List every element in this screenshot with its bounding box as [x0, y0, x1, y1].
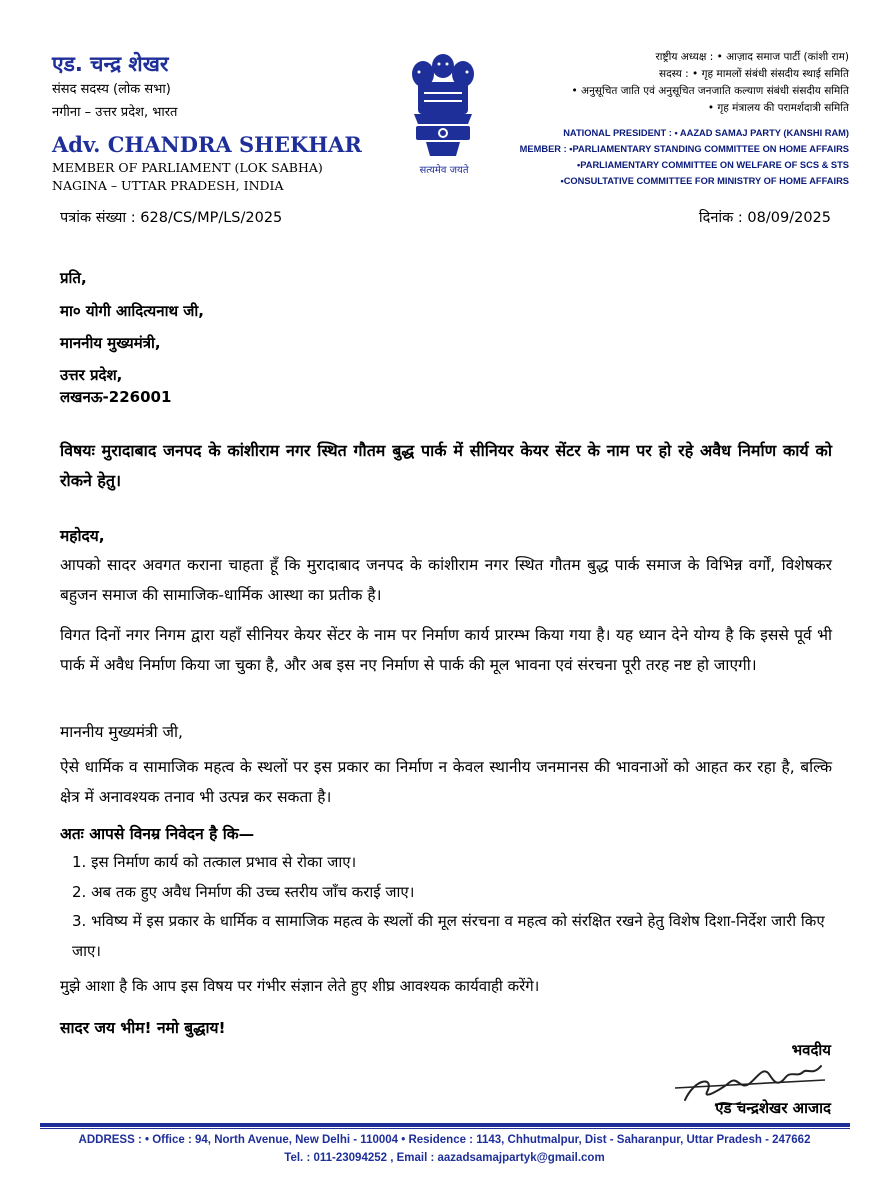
- sender-name-english: Adv. CHANDRA SHEKHAR: [52, 132, 362, 157]
- header-english-line: NATIONAL PRESIDENT : • AAZAD SAMAJ PARTY (KANSHI RAM): [563, 128, 849, 138]
- request-intro: अतः आपसे विनम्र निवेदन है कि—: [60, 825, 255, 843]
- body-paragraph-2: विगत दिनों नगर निगम द्वारा यहाँ सीनियर केयर सेंटर के नाम पर निर्माण कार्य प्रारम्भ किया गया है। यह ध्यान देने योग्य है कि इससे पूर्व भी पार्क में अवैध निर्माण किया जा चुका है, और अब इस नए निर्माण से पार्क की मूल भावना एवं संरचना पूरी तरह नष्ट हो जाएगी।: [60, 626, 832, 674]
- recipient-line: मा० योगी आदित्यनाथ जी,: [60, 302, 204, 320]
- header-hindi-line: • अनुसूचित जाति एवं अनुसूचित जनजाति कल्याण संबंधी संसदीय समिति: [571, 85, 849, 97]
- sender-role-english: MEMBER OF PARLIAMENT (LOK SABHA): [52, 160, 323, 175]
- request-item: 2. अब तक हुए अवैध निर्माण की उच्च स्तरीय जाँच कराई जाए।: [72, 883, 415, 901]
- recipient-line: लखनऊ-226001: [60, 388, 172, 406]
- salutation: महोदय,: [60, 527, 105, 545]
- header-hindi-line: राष्ट्रीय अध्यक्ष : • आज़ाद समाज पार्टी (कांशी राम): [655, 51, 849, 63]
- signatory-name: एड चन्द्रशेखर आजाद: [715, 1099, 831, 1117]
- body-paragraph-3: ऐसे धार्मिक व सामाजिक महत्व के स्थलों पर इस प्रकार का निर्माण न केवल स्थानीय जनमानस की भावनाओं को आहत कर रहा है, बल्कि क्षेत्र में अनावश्यक तनाव भी उत्पन्न कर सकता है।: [60, 758, 832, 806]
- recipient-line: उत्तर प्रदेश,: [60, 366, 123, 384]
- header-hindi-line: सदस्य : • गृह मामलों संबंधी संसदीय स्थाई समिति: [659, 68, 849, 80]
- header-english-line: •PARLIAMENTARY COMMITTEE ON WELFARE OF SCS & STS: [576, 160, 849, 170]
- header-hindi-line: • गृह मंत्रालय की परामर्शदात्री समिति: [707, 102, 849, 114]
- footer-address: ADDRESS : • Office : 94, North Avenue, New Delhi - 110004 • Residence : 1143, Chhutmalpur, Dist - Saharanpur, Uttar Pradesh - 247662: [78, 1134, 811, 1146]
- slogan: सादर जय भीम! नमो बुद्धाय!: [60, 1019, 226, 1037]
- ashoka-emblem-icon: [396, 52, 490, 176]
- closing-paragraph: मुझे आशा है कि आप इस विषय पर गंभीर संज्ञान लेते हुए शीघ्र आवश्यक कार्यवाही करेंगे।: [60, 977, 540, 995]
- recipient-line: प्रति,: [60, 269, 87, 287]
- footer-divider: [40, 1123, 850, 1127]
- request-item: 1. इस निर्माण कार्य को तत्काल प्रभाव से रोका जाए।: [72, 853, 357, 871]
- letter-subject: विषयः मुरादाबाद जनपद के कांशीराम नगर स्थित गौतम बुद्ध पार्क में सीनियर केयर सेंटर के नाम पर हो रहे अवैध निर्माण कार्य को रोकने हेतु।: [60, 441, 832, 490]
- body-paragraph-1: आपको सादर अवगत कराना चाहता हूँ कि मुरादाबाद जनपद के कांशीराम नगर स्थित गौतम बुद्ध पार्क समाज के विभिन्न वर्गों, विशेषकर बहुजन समाज की सामाजिक-धार्मिक आस्था का प्रतीक है।: [60, 556, 832, 604]
- reference-number: पत्रांक संख्या : 628/CS/MP/LS/2025: [60, 210, 283, 226]
- request-item: 3. भविष्य में इस प्रकार के धार्मिक व सामाजिक महत्व के स्थलों की मूल संरचना व महत्व को संरक्षित रखने हेतु विशेष दिशा-निर्देश जारी किए जाए।: [72, 912, 825, 960]
- letter-date: दिनांक : 08/09/2025: [698, 210, 831, 226]
- header-english-line: MEMBER : •PARLIAMENTARY STANDING COMMITTEE ON HOME AFFAIRS: [519, 144, 849, 154]
- sender-role-hindi: संसद सदस्य (लोक सभा): [52, 82, 171, 97]
- sender-place-hindi: नगीना – उत्तर प्रदेश, भारत: [52, 105, 178, 120]
- recipient-line: माननीय मुख्यमंत्री,: [60, 334, 161, 352]
- header-english-line: •CONSULTATIVE COMMITTEE FOR MINISTRY OF HOME AFFAIRS: [560, 176, 849, 186]
- sender-name-hindi: एड. चन्द्र शेखर: [52, 52, 169, 76]
- footer-divider-thin: [40, 1128, 850, 1129]
- sender-place-english: NAGINA – UTTAR PRADESH, INDIA: [52, 178, 284, 193]
- address-line: माननीय मुख्यमंत्री जी,: [60, 723, 183, 741]
- signoff-label: भवदीय: [791, 1041, 831, 1059]
- footer-contact: Tel. : 011-23094252 , Email : aazadsamajpartyk@gmail.com: [284, 1152, 605, 1164]
- emblem-motto: सत्यमेव जयते: [419, 165, 469, 176]
